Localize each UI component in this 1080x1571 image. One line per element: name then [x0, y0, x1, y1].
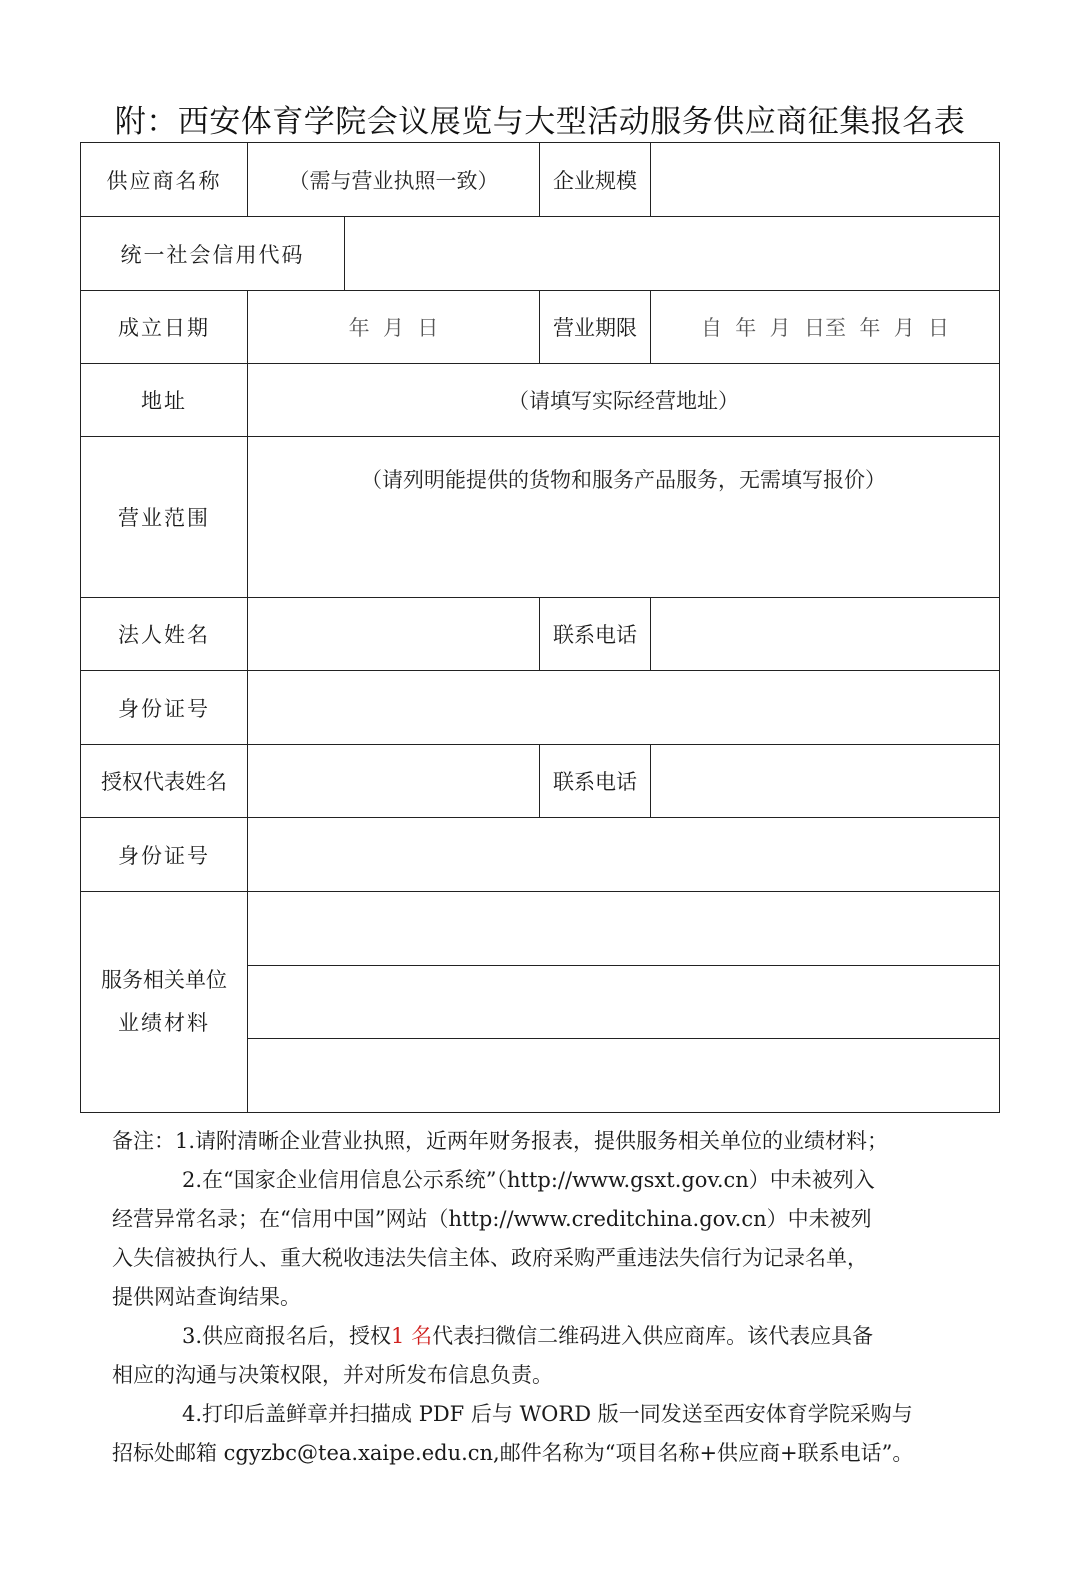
- row-legal-id: [81, 671, 1000, 745]
- note-3-line-2: 相应的沟通与决策权限，并对所发布信息负责。: [112, 1363, 553, 1387]
- row-dates: [81, 291, 1000, 364]
- note-3-suffix: 代表扫微信二维码进入供应商库。该代表应具备: [432, 1324, 874, 1348]
- rep-phone-field[interactable]: [651, 745, 1000, 818]
- performance-fields: [248, 892, 1000, 1113]
- credit-code-label: 统一社会信用代码: [81, 217, 345, 291]
- legal-phone-label: 联系电话: [540, 598, 651, 671]
- legal-id-label: 身份证号: [81, 671, 248, 745]
- row-supplier-name: [81, 143, 1000, 217]
- form-title: 附：西安体育学院会议展览与大型活动服务供应商征集报名表: [114, 104, 966, 140]
- row-credit-code: [81, 217, 1000, 291]
- row-representative: [81, 745, 1000, 818]
- rep-name-label: 授权代表姓名: [81, 745, 248, 818]
- note-3-line-1: [112, 1317, 982, 1356]
- registration-form-table: [80, 142, 1000, 1113]
- performance-label-line-1: 服务相关单位: [101, 968, 227, 992]
- legal-name-label: 法人姓名: [81, 598, 248, 671]
- rep-id-label: 身份证号: [81, 818, 248, 892]
- performance-field-1[interactable]: [248, 892, 999, 965]
- credit-code-field[interactable]: [345, 217, 1000, 291]
- term-field[interactable]: 自 年 月 日至 年 月 日: [651, 291, 1000, 364]
- found-date-label: 成立日期: [81, 291, 248, 364]
- note-4-line-1: 4.打印后盖鲜章并扫描成 PDF 后与 WORD 版一同发送至西安体育学院采购与: [182, 1402, 913, 1426]
- scope-label: 营业范围: [81, 437, 248, 598]
- note-2-line-2: 经营异常名录；在“信用中国”网站（http://www.creditchina.gov.cn）中未被列: [112, 1207, 872, 1231]
- scope-field[interactable]: （请列明能提供的货物和服务产品服务，无需填写报价）: [248, 437, 1000, 598]
- rep-phone-label: 联系电话: [540, 745, 651, 818]
- row-scope: [81, 437, 1000, 598]
- address-label: 地址: [81, 364, 248, 437]
- note-3-prefix: 3.供应商报名后，授权: [182, 1324, 392, 1348]
- legal-name-field[interactable]: [248, 598, 540, 671]
- supplier-name-field[interactable]: （需与营业执照一致）: [248, 143, 540, 217]
- performance-field-2[interactable]: [248, 965, 999, 1039]
- supplier-name-label: 供应商名称: [81, 143, 248, 217]
- legal-id-field[interactable]: [248, 671, 1000, 745]
- term-label: 营业期限: [540, 291, 651, 364]
- legal-phone-field[interactable]: [651, 598, 1000, 671]
- note-2-line-4: 提供网站查询结果。: [112, 1285, 301, 1309]
- found-date-field[interactable]: 年 月 日: [248, 291, 540, 364]
- address-field[interactable]: （请填写实际经营地址）: [248, 364, 1000, 437]
- note-1: 备注：1.请附清晰企业营业执照，近两年财务报表，提供服务相关单位的业绩材料；: [112, 1129, 889, 1153]
- row-address: [81, 364, 1000, 437]
- scale-label: 企业规模: [540, 143, 651, 217]
- row-legal-person: [81, 598, 1000, 671]
- notes-section: [112, 1122, 982, 1473]
- row-performance: [81, 892, 1000, 1113]
- rep-name-field[interactable]: [248, 745, 540, 818]
- note-4-line-2: 招标处邮箱 cgyzbc@tea.xaipe.edu.cn,邮件名称为“项目名称+供应商+联系电话”。: [112, 1441, 914, 1465]
- note-2-line-3: 入失信被执行人、重大税收违法失信主体、政府采购严重违法失信行为记录名单，: [112, 1246, 868, 1270]
- performance-label-line-2: 业绩材料: [118, 1011, 210, 1035]
- performance-field-3[interactable]: [248, 1038, 999, 1112]
- row-rep-id: [81, 818, 1000, 892]
- performance-label: [81, 892, 248, 1113]
- note-3-highlight: 1 名: [391, 1324, 433, 1348]
- note-2-line-1: 2.在“国家企业信用信息公示系统”（http://www.gsxt.gov.cn）中未被列入: [182, 1168, 875, 1192]
- scale-field[interactable]: [651, 143, 1000, 217]
- rep-id-field[interactable]: [248, 818, 1000, 892]
